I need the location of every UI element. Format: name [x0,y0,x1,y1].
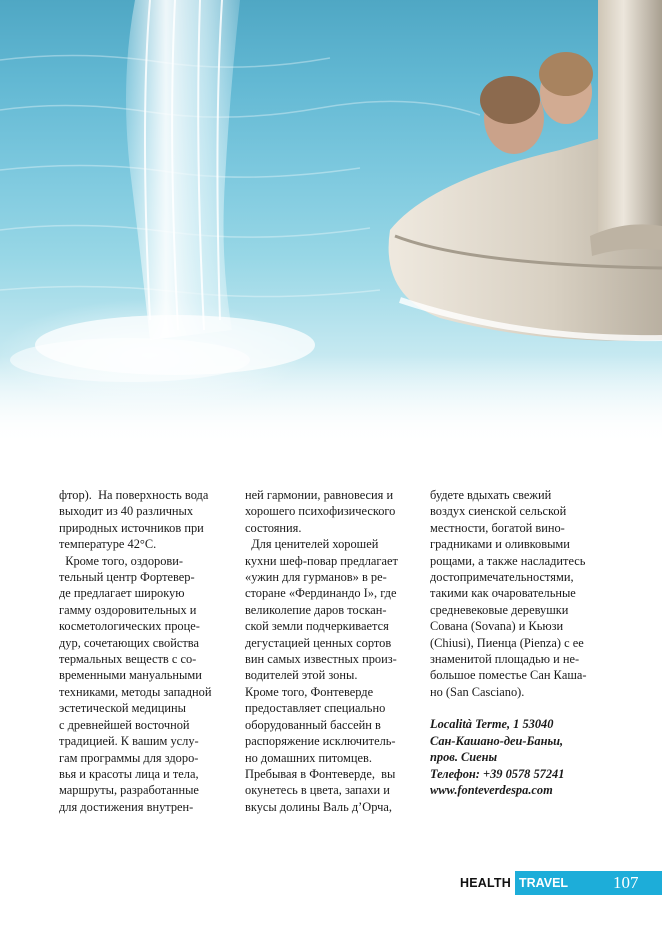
website-link[interactable]: www.fonteverdespa.com [430,782,553,797]
text-column-3 [430,487,610,798]
text-line: сторане «Фердинандо I», где [245,586,397,601]
text-line: температуре 42°С. [59,537,157,552]
text-line: гам программы для здоро- [59,750,199,765]
text-line: средневековые деревушки [430,602,569,617]
text-line: предоставляет специально [245,701,386,716]
text-line: вья и красоты лица и тела, [59,766,199,781]
text-line: оборудованный бассейн в [245,717,381,732]
text-line: Сована (Sovana) и Кьюзи [430,619,564,634]
section-bar [515,871,662,895]
text-line: распоряжение исключитель- [245,734,396,749]
address-line: Сан-Кашано-деи-Баньи, [430,733,564,748]
spa-pool-photo [0,0,662,445]
text-line: будете вдыхать свежий [430,488,552,502]
address-line: Località Terme, 1 53040 [430,717,554,732]
text-line: де предлагает широкую [59,586,185,601]
section-label-health: HEALTH [460,876,511,890]
text-column-2 [245,487,425,815]
text-line: эстетической медицины [59,701,186,716]
text-line: техниками, методы западной [59,684,212,699]
text-line: для достижения внутрен- [59,799,194,814]
text-line: великолепие даров тоскан- [245,602,387,617]
text-line: временными мануальными [59,668,202,683]
text-line: большое поместье Сан Кaша- [430,668,587,683]
text-line: окунетесь в цвета, запахи и [245,783,390,798]
text-line: местности, богатой вино- [430,520,565,535]
contact-address [430,716,610,798]
text-line: гамму оздоровительных и [59,602,197,617]
text-line: градниками и оливковыми [430,537,570,552]
text-line: состояния. [245,520,302,535]
text-line: воздух сиенской сельской [430,504,567,519]
text-line: (Chiusi), Пиенца (Pienza) с ее [430,635,584,650]
page-footer [460,871,662,895]
text-line: знаменитой площадью и не- [430,652,580,667]
text-line: кухни шеф-повар предлагает [245,553,398,568]
text-line: дур, сочетающих свойства [59,635,199,650]
text-line: с древнейшей восточной [59,717,190,732]
text-line: «ужин для гурманов» в ре- [245,570,387,585]
text-line: хорошего психофизического [245,504,396,519]
address-line: пров. Сиены [430,750,498,765]
text-line: вкусы долины Валь д’Орча, [245,799,392,814]
section-label-travel: TRAVEL [518,876,569,890]
text-line: но (San Casciano). [430,684,525,699]
text-line: ской земли подчеркивается [245,619,389,634]
text-line: косметологических проце- [59,619,200,634]
phone-line: Телефон: +39 0578 57241 [430,766,565,781]
text-line: такими как очаровательные [430,586,576,601]
text-line: водителей этой зоны. [245,668,358,683]
text-line: термальных веществ с со- [59,652,197,667]
text-line: Пребывая в Фонтеверде, вы [245,766,396,781]
text-line: традицией. К вашим услу- [59,734,199,749]
text-line: Кроме того, Фонтеверде [245,684,374,699]
photo-fade [0,355,662,445]
text-line: природных источников при [59,520,204,535]
text-line: рощами, а также насладитесь [430,553,586,568]
text-line: Для ценителей хорошей [245,537,379,552]
text-column-1 [59,487,239,815]
text-line: маршруты, разработанные [59,783,199,798]
text-line: но домашних питомцев. [245,750,372,765]
text-line: достопримечательностями, [430,570,574,585]
text-line: вин самых известных произ- [245,652,397,667]
text-line: дегустацией ценных сортов [245,635,392,650]
text-line: тельный центр Фортевер- [59,570,195,585]
text-line: ней гармонии, равновесия и [245,488,394,502]
text-line: фтор). На поверхность вода [59,488,209,502]
page-number: 107 [612,873,639,892]
text-line: Кроме того, оздорови- [59,553,184,568]
text-line: выходит из 40 различных [59,504,194,519]
